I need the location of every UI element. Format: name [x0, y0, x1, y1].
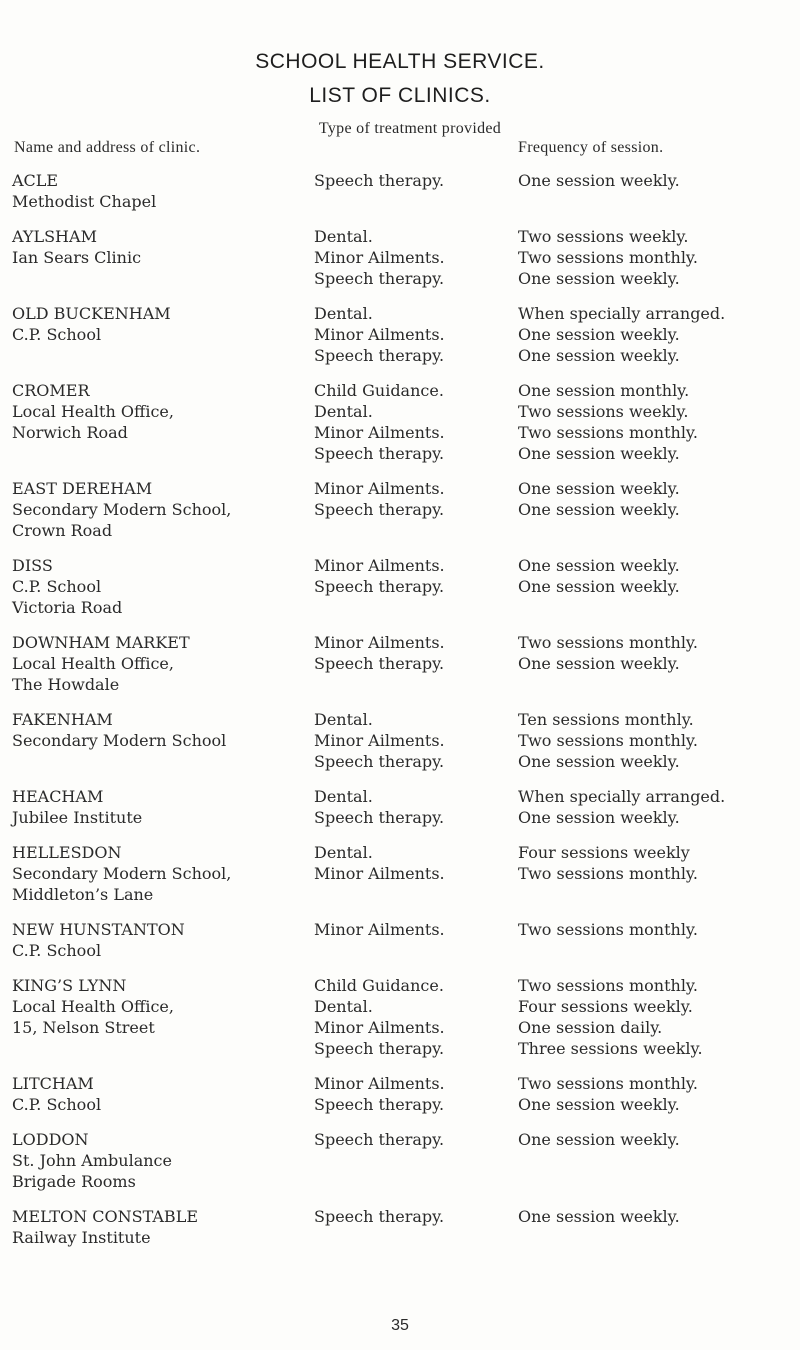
clinic-name-cell — [12, 170, 156, 212]
clinic-frequency-cell — [518, 842, 698, 884]
clinic-frequency-line: One session weekly. — [518, 1207, 680, 1226]
clinic-name-line: Crown Road — [12, 521, 113, 540]
clinic-row — [0, 226, 800, 289]
clinic-frequency-cell — [518, 380, 698, 464]
clinic-frequency-line: When specially arranged. — [518, 304, 726, 323]
clinic-row — [0, 975, 800, 1059]
clinic-frequency-line: One session weekly. — [518, 269, 680, 288]
clinic-treatment-line: Minor Ailments. — [314, 248, 445, 267]
clinic-name-line: CROMER — [12, 381, 90, 400]
clinic-name-line: Secondary Modern School, — [12, 500, 232, 519]
clinic-frequency-line: One session weekly. — [518, 1130, 680, 1149]
clinic-treatment-line: Dental. — [314, 997, 373, 1016]
clinic-treatment-cell — [314, 478, 445, 520]
clinic-frequency-line: Two sessions weekly. — [518, 402, 689, 421]
clinic-frequency-line: Two sessions monthly. — [518, 920, 698, 939]
clinic-name-line: KING’S LYNN — [12, 976, 127, 995]
clinic-treatment-line: Speech therapy. — [314, 1095, 445, 1114]
clinic-name-cell — [12, 1129, 172, 1192]
clinic-name-cell — [12, 380, 174, 443]
clinic-name-line: Local Health Office, — [12, 997, 174, 1016]
clinic-frequency-line: One session weekly. — [518, 479, 680, 498]
clinic-frequency-line: Two sessions monthly. — [518, 248, 698, 267]
clinic-name-line: Local Health Office, — [12, 654, 174, 673]
clinic-treatment-cell — [314, 632, 445, 674]
clinic-treatment-line: Speech therapy. — [314, 346, 445, 365]
clinic-treatment-line: Dental. — [314, 402, 373, 421]
clinic-treatment-cell — [314, 303, 445, 366]
clinic-frequency-line: One session weekly. — [518, 346, 680, 365]
clinic-row — [0, 919, 800, 961]
clinic-treatment-line: Child Guidance. — [314, 976, 444, 995]
clinic-frequency-cell — [518, 170, 680, 191]
clinic-treatment-line: Minor Ailments. — [314, 423, 445, 442]
clinic-row — [0, 1206, 800, 1248]
header-name: Name and address of clinic. — [14, 139, 201, 156]
clinic-name-line: St. John Ambulance — [12, 1151, 172, 1170]
clinic-treatment-line: Child Guidance. — [314, 381, 444, 400]
clinic-name-line: Brigade Rooms — [12, 1172, 136, 1191]
clinic-frequency-line: One session weekly. — [518, 444, 680, 463]
clinic-treatment-line: Minor Ailments. — [314, 633, 445, 652]
clinic-treatment-line: Speech therapy. — [314, 269, 445, 288]
clinic-row — [0, 1129, 800, 1192]
clinic-treatment-cell — [314, 975, 445, 1059]
clinic-treatment-line: Minor Ailments. — [314, 864, 445, 883]
clinic-treatment-line: Minor Ailments. — [314, 1074, 445, 1093]
clinic-name-line: LITCHAM — [12, 1074, 94, 1093]
clinic-treatment-line: Speech therapy. — [314, 654, 445, 673]
header-frequency: Frequency of session. — [518, 139, 664, 156]
clinic-treatment-cell — [314, 919, 445, 940]
clinic-name-line: Ian Sears Clinic — [12, 248, 142, 267]
clinic-treatment-line: Dental. — [314, 227, 373, 246]
clinic-frequency-cell — [518, 786, 725, 828]
clinic-name-cell — [12, 919, 185, 961]
clinic-frequency-cell — [518, 975, 703, 1059]
clinic-name-cell — [12, 478, 231, 541]
clinic-frequency-line: One session monthly. — [518, 381, 690, 400]
clinic-frequency-line: When specially arranged. — [518, 787, 726, 806]
clinic-name-line: Railway Institute — [12, 1228, 151, 1247]
clinic-treatment-line: Speech therapy. — [314, 752, 445, 771]
clinic-row — [0, 842, 800, 905]
clinic-name-line: Local Health Office, — [12, 402, 174, 421]
clinic-table — [0, 170, 800, 1262]
clinic-frequency-line: One session weekly. — [518, 171, 680, 190]
clinic-name-cell — [12, 786, 142, 828]
page-title: SCHOOL HEALTH SERVICE. — [255, 50, 545, 73]
clinic-treatment-line: Dental. — [314, 710, 373, 729]
clinic-frequency-line: One session daily. — [518, 1018, 663, 1037]
clinic-name-line: C.P. School — [12, 325, 102, 344]
clinic-treatment-cell — [314, 380, 445, 464]
clinic-treatment-cell — [314, 1073, 445, 1115]
clinic-frequency-cell — [518, 303, 725, 366]
clinic-name-line: C.P. School — [12, 941, 102, 960]
clinic-row — [0, 1073, 800, 1115]
clinic-treatment-line: Minor Ailments. — [314, 1018, 445, 1037]
clinic-frequency-line: Four sessions weekly. — [518, 997, 693, 1016]
clinic-name-line: Secondary Modern School — [12, 731, 227, 750]
clinic-frequency-line: Two sessions monthly. — [518, 976, 698, 995]
clinic-frequency-line: One session weekly. — [518, 808, 680, 827]
clinic-frequency-line: One session weekly. — [518, 500, 680, 519]
clinic-name-line: DISS — [12, 556, 53, 575]
clinic-name-line: MELTON CONSTABLE — [12, 1207, 198, 1226]
clinic-name-line: Norwich Road — [12, 423, 128, 442]
clinic-treatment-cell — [314, 842, 445, 884]
clinic-treatment-cell — [314, 1129, 444, 1150]
clinic-frequency-line: Two sessions monthly. — [518, 633, 698, 652]
clinic-name-line: NEW HUNSTANTON — [12, 920, 185, 939]
clinic-name-line: The Howdale — [12, 675, 120, 694]
clinic-treatment-line: Speech therapy. — [314, 1039, 445, 1058]
clinic-name-line: Methodist Chapel — [12, 192, 157, 211]
clinic-frequency-cell — [518, 709, 698, 772]
clinic-frequency-line: Two sessions monthly. — [518, 1074, 698, 1093]
clinic-treatment-line: Speech therapy. — [314, 1207, 445, 1226]
clinic-row — [0, 380, 800, 464]
page-subtitle: LIST OF CLINICS. — [309, 84, 491, 107]
clinic-treatment-line: Minor Ailments. — [314, 556, 445, 575]
clinic-frequency-line: Three sessions weekly. — [518, 1039, 703, 1058]
clinic-name-cell — [12, 709, 226, 751]
clinic-treatment-line: Speech therapy. — [314, 808, 445, 827]
clinic-name-line: Secondary Modern School, — [12, 864, 232, 883]
clinic-treatment-cell — [314, 555, 445, 597]
clinic-treatment-line: Speech therapy. — [314, 500, 445, 519]
clinic-frequency-cell — [518, 919, 698, 940]
clinic-treatment-line: Minor Ailments. — [314, 920, 445, 939]
clinic-frequency-cell — [518, 226, 698, 289]
clinic-treatment-line: Speech therapy. — [314, 577, 445, 596]
page-number: 35 — [391, 1317, 409, 1334]
clinic-frequency-line: One session weekly. — [518, 577, 680, 596]
clinic-treatment-line: Minor Ailments. — [314, 731, 445, 750]
clinic-name-line: Jubilee Institute — [12, 808, 143, 827]
clinic-frequency-line: Two sessions monthly. — [518, 731, 698, 750]
clinic-frequency-line: One session weekly. — [518, 556, 680, 575]
clinic-name-line: DOWNHAM MARKET — [12, 633, 190, 652]
clinic-name-cell — [12, 1206, 198, 1248]
clinic-frequency-cell — [518, 1206, 680, 1227]
clinic-treatment-line: Dental. — [314, 843, 373, 862]
clinic-name-line: 15, Nelson Street — [12, 1018, 155, 1037]
clinic-frequency-line: One session weekly. — [518, 1095, 680, 1114]
clinic-treatment-cell — [314, 1206, 444, 1227]
clinic-treatment-line: Dental. — [314, 304, 373, 323]
clinic-frequency-line: Two sessions monthly. — [518, 423, 698, 442]
clinic-row — [0, 555, 800, 618]
clinic-row — [0, 709, 800, 772]
clinic-name-line: Middleton’s Lane — [12, 885, 154, 904]
clinic-frequency-line: Ten sessions monthly. — [518, 710, 694, 729]
clinic-frequency-line: Two sessions monthly. — [518, 864, 698, 883]
clinic-row — [0, 478, 800, 541]
clinic-frequency-line: Four sessions weekly — [518, 843, 690, 862]
clinic-frequency-cell — [518, 1073, 698, 1115]
clinic-name-cell — [12, 1073, 101, 1115]
clinic-name-cell — [12, 303, 171, 345]
clinic-row — [0, 632, 800, 695]
clinic-frequency-line: Two sessions weekly. — [518, 227, 689, 246]
clinic-name-line: ACLE — [12, 171, 59, 190]
clinic-frequency-cell — [518, 1129, 680, 1150]
clinic-treatment-cell — [314, 226, 445, 289]
header-type: Type of treatment provided — [318, 120, 502, 137]
clinic-frequency-cell — [518, 555, 680, 597]
clinic-name-line: OLD BUCKENHAM — [12, 304, 171, 323]
clinic-name-line: C.P. School — [12, 577, 102, 596]
clinic-treatment-line: Dental. — [314, 787, 373, 806]
clinic-treatment-line: Speech therapy. — [314, 1130, 445, 1149]
clinic-name-cell — [12, 632, 190, 695]
clinic-treatment-cell — [314, 786, 444, 828]
clinic-name-line: C.P. School — [12, 1095, 102, 1114]
clinic-name-line: FAKENHAM — [12, 710, 113, 729]
clinic-row — [0, 170, 800, 212]
clinic-row — [0, 303, 800, 366]
clinic-treatment-cell — [314, 709, 445, 772]
clinic-name-line: LODDON — [12, 1130, 89, 1149]
clinic-treatment-line: Minor Ailments. — [314, 479, 445, 498]
clinic-name-line: HELLESDON — [12, 843, 122, 862]
clinic-treatment-line: Minor Ailments. — [314, 325, 445, 344]
clinic-frequency-cell — [518, 632, 698, 674]
clinic-treatment-line: Speech therapy. — [314, 171, 445, 190]
clinic-name-cell — [12, 555, 122, 618]
clinic-name-line: EAST DEREHAM — [12, 479, 153, 498]
clinic-frequency-line: One session weekly. — [518, 752, 680, 771]
clinic-frequency-line: One session weekly. — [518, 654, 680, 673]
clinic-treatment-line: Speech therapy. — [314, 444, 445, 463]
clinic-name-line: Victoria Road — [12, 598, 123, 617]
clinic-name-cell — [12, 975, 174, 1038]
clinic-frequency-cell — [518, 478, 680, 520]
clinic-frequency-line: One session weekly. — [518, 325, 680, 344]
clinic-name-line: AYLSHAM — [12, 227, 97, 246]
clinic-treatment-cell — [314, 170, 444, 191]
clinic-name-cell — [12, 842, 231, 905]
clinic-name-cell — [12, 226, 141, 268]
clinic-name-line: HEACHAM — [12, 787, 104, 806]
clinic-row — [0, 786, 800, 828]
